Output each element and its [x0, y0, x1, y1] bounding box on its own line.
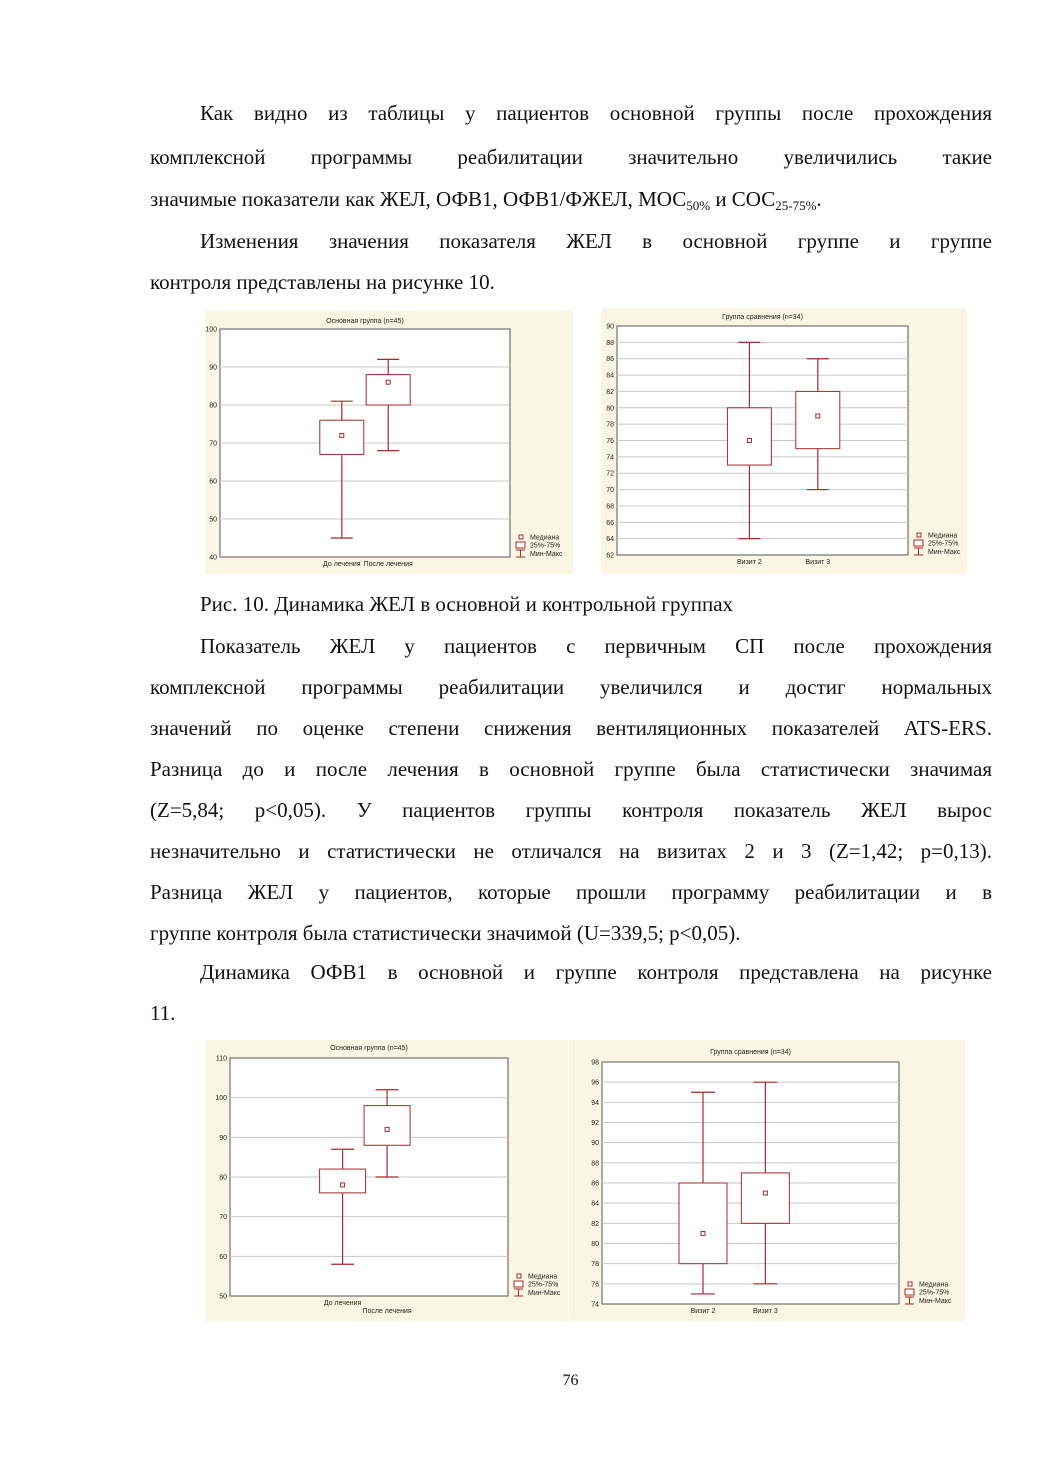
chart-title: Группа сравнения (n=34)	[710, 1049, 791, 1056]
y-tick-label: 78	[591, 1261, 599, 1269]
chart-zhel-control-group	[601, 308, 967, 574]
median-marker	[816, 414, 820, 418]
x-tick-label: После лечения	[363, 561, 413, 568]
text-line: Разница ЖЕЛ у пациентов, которые прошли программу реабилитации и в	[150, 880, 992, 904]
y-tick-label: 70	[209, 440, 217, 448]
subscript: 25-75%	[775, 198, 817, 213]
y-tick-label: 50	[209, 516, 217, 524]
iqr-box	[796, 391, 840, 448]
y-tick-label: 68	[606, 503, 614, 511]
y-tick-label: 60	[219, 1253, 227, 1261]
paragraph-4	[150, 960, 992, 1030]
y-tick-label: 80	[606, 405, 614, 413]
y-tick-label: 74	[591, 1301, 599, 1309]
figure-caption: Рис. 10. Динамика ЖЕЛ в основной и контрольной группах	[200, 592, 734, 616]
x-tick-label: Визит 3	[805, 559, 831, 566]
y-tick-label: 60	[209, 478, 217, 486]
subscript: 50%	[686, 198, 711, 213]
text-line: Динамика ОФВ1 в основной и группе контроля представлена на рисунке	[200, 960, 992, 984]
legend-box-swatch	[914, 540, 923, 546]
legend-label: 25%-75%	[530, 542, 561, 550]
y-tick-label: 98	[591, 1059, 599, 1067]
legend-label: Мин-Макс	[528, 1290, 561, 1297]
y-tick-label: 88	[606, 339, 614, 347]
y-tick-label: 84	[591, 1200, 599, 1208]
y-tick-label: 72	[606, 470, 614, 478]
y-tick-label: 92	[591, 1120, 599, 1127]
median-marker	[763, 1191, 767, 1195]
y-tick-label: 86	[606, 356, 614, 364]
legend-label: 25%-75%	[919, 1289, 950, 1297]
x-tick-label: После лечения	[362, 1308, 412, 1315]
iqr-box	[741, 1173, 789, 1223]
legend-box-swatch	[516, 542, 525, 548]
legend-label: Мин-Макс	[919, 1298, 952, 1305]
legend-label: Мин-Макс	[928, 549, 961, 556]
iqr-box	[364, 1106, 410, 1146]
x-tick-label: До лечения	[323, 561, 361, 568]
legend-median-swatch	[519, 535, 523, 539]
y-tick-label: 80	[209, 402, 217, 410]
legend-label: Медиана	[530, 534, 560, 542]
y-tick-label: 110	[215, 1055, 227, 1063]
text-line: Как видно из таблицы у пациентов основной группы после прохождения	[200, 101, 992, 125]
y-tick-label: 86	[591, 1180, 599, 1188]
y-tick-label: 80	[219, 1174, 227, 1182]
y-tick-label: 76	[591, 1281, 599, 1289]
text-line: Разница до и после лечения в основной группе была статистически значимая	[150, 757, 992, 781]
y-tick-label: 96	[591, 1079, 599, 1087]
iqr-box	[366, 375, 410, 405]
text-line: комплексной программы реабилитации увеличился и достиг нормальных	[150, 675, 992, 699]
legend-box-swatch	[905, 1289, 914, 1295]
chart-ofv1-main-group	[205, 1040, 568, 1321]
y-tick-label: 78	[606, 421, 614, 429]
text-line: (Z=5,84; p<0,05). У пациентов группы контроля показатель ЖЕЛ вырос	[150, 798, 992, 822]
page-number: 76	[562, 1372, 579, 1389]
y-tick-label: 62	[606, 552, 614, 560]
median-marker	[385, 1127, 389, 1131]
iqr-box	[679, 1183, 727, 1264]
legend-median-swatch	[917, 533, 921, 537]
y-tick-label: 90	[591, 1140, 599, 1148]
legend-label: Медиана	[528, 1273, 558, 1281]
text-line: незначительно и статистически не отличался на визитах 2 и 3 (Z=1,42; p=0,13).	[150, 839, 992, 863]
chart-svg	[601, 308, 967, 574]
legend-label: 25%-75%	[928, 540, 959, 548]
legend-median-swatch	[908, 1282, 912, 1286]
text-line: группе контроля была статистически значимой (U=339,5; p<0,05).	[150, 921, 741, 945]
median-marker	[701, 1231, 705, 1235]
chart-zhel-main-group	[205, 311, 573, 574]
median-marker	[341, 1183, 345, 1187]
chart-ofv1-control-group	[569, 1040, 965, 1321]
legend-label: Медиана	[928, 532, 958, 540]
y-tick-label: 84	[606, 372, 614, 380]
x-tick-label: Визит 2	[690, 1308, 716, 1315]
chart-svg	[205, 1040, 568, 1321]
y-tick-label: 90	[219, 1134, 227, 1142]
legend-label: Мин-Макс	[530, 551, 563, 558]
paragraph-1	[150, 101, 992, 211]
paragraph-3	[150, 634, 992, 954]
text-line: комплексной программы реабилитации значительно увеличились такие	[150, 145, 992, 169]
legend-median-swatch	[517, 1274, 521, 1278]
y-tick-label: 88	[591, 1160, 599, 1168]
chart-svg	[569, 1040, 965, 1321]
text-fragment: значимые показатели как ЖЕЛ, ОФВ1, ОФВ1/ФЖЕЛ, МОС	[150, 187, 687, 211]
median-marker	[747, 439, 751, 443]
y-tick-label: 100	[205, 326, 217, 334]
x-tick-label: Визит 2	[737, 559, 762, 566]
y-tick-label: 50	[219, 1293, 227, 1301]
text-line: значений по оценке степени снижения вентиляционных показателей ATS-ERS.	[150, 716, 992, 740]
text-fragment: и СОС	[710, 187, 776, 211]
median-marker	[386, 380, 390, 384]
iqr-box	[727, 408, 771, 465]
y-tick-label: 82	[606, 388, 614, 396]
text-line: контроля представлены на рисунке 10.	[150, 270, 495, 294]
y-tick-label: 90	[606, 323, 614, 331]
median-marker	[340, 433, 344, 437]
y-tick-label: 74	[606, 454, 614, 462]
text-fragment: .	[816, 187, 822, 211]
y-tick-label: 94	[591, 1099, 599, 1107]
chart-title: Основная группа (n=45)	[326, 318, 404, 325]
legend-box-swatch	[514, 1281, 523, 1287]
text-line	[150, 187, 992, 211]
legend-label: 25%-75%	[528, 1281, 559, 1289]
y-tick-label: 80	[591, 1241, 599, 1248]
y-tick-label: 70	[606, 487, 614, 495]
chart-title: Основная группа (n=45)	[330, 1045, 408, 1052]
y-tick-label: 76	[606, 438, 614, 445]
y-tick-label: 82	[591, 1220, 599, 1228]
y-tick-label: 40	[209, 554, 217, 562]
y-tick-label: 66	[606, 519, 614, 527]
text-line: Показатель ЖЕЛ у пациентов с первичным СП после прохождения	[200, 634, 992, 658]
y-tick-label: 64	[606, 536, 614, 544]
y-tick-label: 100	[215, 1095, 227, 1103]
iqr-box	[320, 1169, 366, 1193]
x-tick-label: Визит 3	[752, 1308, 778, 1315]
text-line: 11.	[150, 1001, 176, 1025]
y-tick-label: 90	[209, 364, 217, 372]
text-line: Изменения значения показателя ЖЕЛ в основной группе и группе	[200, 229, 992, 253]
chart-title: Группа сравнения (n=34)	[722, 314, 803, 321]
y-tick-label: 70	[219, 1214, 227, 1222]
x-tick-label: До лечения	[323, 1300, 362, 1307]
chart-svg	[205, 311, 573, 574]
legend-label: Медиана	[919, 1281, 949, 1289]
paragraph-2	[150, 229, 992, 299]
